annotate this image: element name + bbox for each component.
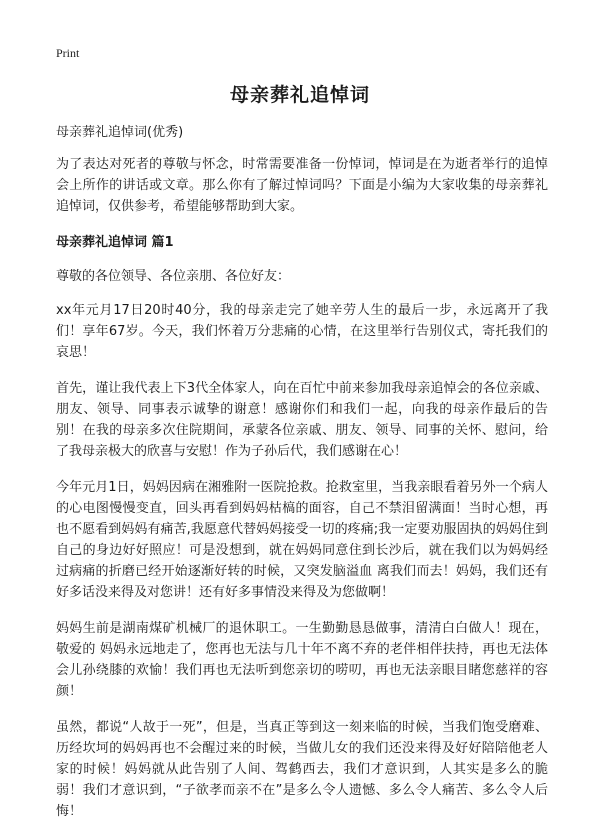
section-heading: 母亲葬礼追悼词 篇1 bbox=[56, 235, 174, 250]
eulogy-paragraph-4: 妈妈生前是湖南煤矿机械厂的退休职工。一生勤勤恳恳做事，清清白白做人！现在，敬爱的 妈妈永远地走了，您再也无法与几十年不离不弃的老伴相伴扶持，再也无法体会儿孙绕膝的欢愉！我们再也无法听到您亲切的唠叨，再也无法亲眼目睹您慈祥的容颜！ bbox=[56, 621, 548, 699]
eulogy-paragraph-1: xx年元月17日20时40分，我的母亲走完了她辛劳人生的最后一步，永远离开了我们！享年67岁。今天，我们怀着万分悲痛的心情，在这里举行告别仪式，寄托我们的哀思！ bbox=[56, 303, 548, 360]
document-body bbox=[56, 122, 548, 837]
eulogy-paragraph-2: 首先，谨让我代表上下3代全体家人，向在百忙中前来参加我母亲追悼会的各位亲戚、朋友、领导、同事表示诚挚的谢意！感谢你们和我们一起，向我的母亲作最后的告别！在我的母亲多次住院期间，承蒙各位亲戚、朋友、领导、同事的关怀、慰问，给了我母亲极大的欣喜与安慰！作为子孙后代，我们感谢在心！ bbox=[56, 381, 548, 459]
intro-paragraph: 为了表达对死者的尊敬与怀念，时常需要准备一份悼词，悼词是在为逝者举行的追悼会上所作的讲话或文章。那么你有了解过悼词吗？下面是小编为大家收集的母亲葬礼追悼词，仅供参考，希望能够帮助到大家。 bbox=[56, 157, 548, 214]
print-link[interactable]: Print bbox=[56, 46, 80, 60]
document-title: 母亲葬礼追悼词 bbox=[229, 84, 370, 106]
eulogy-paragraph-5: 虽然，都说“人故于一死”，但是，当真正等到这一刻来临的时候，当我们饱受磨难、历经坎坷的妈妈再也不会醒过来的时候，当做儿女的我们还没来得及好好陪陪他老人家的时候！妈妈就从此告别了人间、驾鹤西去，我们才意识到，人其实是多么的脆弱！我们才意识到，“子欲孝而亲不在”是多么令人遗憾、多么令人痛苦、多么令人后悔！ bbox=[56, 720, 548, 819]
greeting-paragraph: 尊敬的各位领导、各位亲朋、各位好友： bbox=[56, 269, 291, 284]
document-subtitle: 母亲葬礼追悼词(优秀) bbox=[56, 125, 184, 140]
eulogy-paragraph-3: 今年元月1日，妈妈因病在湘雅附一医院抢救。抢救室里，当我亲眼看着另外一个病人的心电图慢慢变直，回头再看到妈妈枯槁的面容，自己不禁泪留满面！当时心想，再也不愿看到妈妈有痛苦,我愿意代替妈妈接受一切的疼痛;我一定要劝服固执的妈妈住到自己的身边好好照应！可是没想到，就在妈妈同意住到长沙后，就在我们以为妈妈经过病痛的折磨已经开始逐渐好转的时候，又突发脑溢血 离我们而去！妈妈，我们还有好多话没来得及对您讲！还有好多事情没来得及为您做啊！ bbox=[56, 480, 548, 600]
